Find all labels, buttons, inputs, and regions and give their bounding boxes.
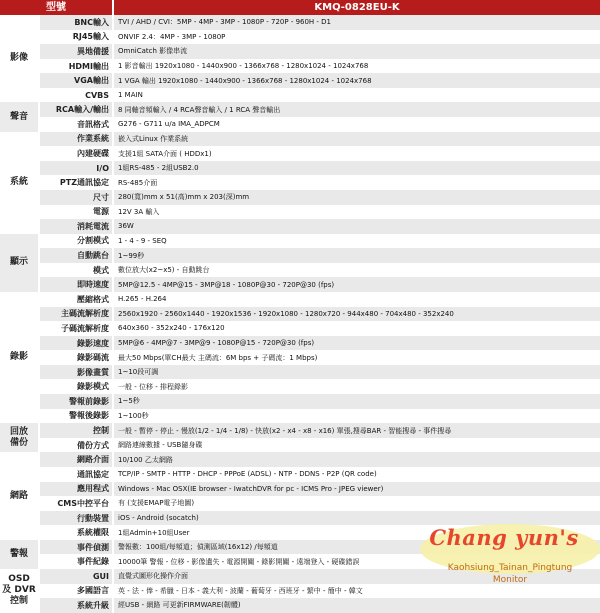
spec-row-value: TCP/IP - SMTP - HTTP - DHCP - PPPoE (ADSL) - NTP - DDNS - P2P (QR code) bbox=[118, 470, 377, 479]
watermark-location: Kaohsiung_Tainan_Pingtung bbox=[447, 563, 573, 573]
spec-row-label: 壓縮格式 bbox=[77, 294, 109, 304]
spec-row-value: 經USB - 網路 可更新FIRMWARE(韌體) bbox=[114, 598, 600, 613]
spec-row-label: 錄影速度 bbox=[40, 336, 112, 351]
spec-row-label: 子碼流解析度 bbox=[61, 323, 109, 333]
spec-row-label: 警報前錄影 bbox=[40, 394, 112, 409]
spec-row-value: 直覺式圖形化操作介面 bbox=[114, 569, 600, 584]
spec-row-value: 1組RS-485 - 2組USB2.0 bbox=[114, 161, 600, 176]
spec-row-label: 備份方式 bbox=[77, 440, 109, 450]
category-label: 警報 bbox=[0, 540, 38, 569]
spec-row-value: 1 影音輸出 1920x1080 - 1440x900 - 1366x768 - 1280x1024 - 1024x768 bbox=[118, 62, 369, 71]
spec-row-label: 尺寸 bbox=[40, 190, 112, 205]
model-header-label: 型號 bbox=[0, 0, 112, 15]
spec-row-value: 10/100 乙太網路 bbox=[114, 452, 600, 467]
spec-row-value: 1 MAIN bbox=[118, 91, 143, 100]
spec-row-value: 支援1組 SATA介面 ( HDDx1) bbox=[118, 149, 212, 158]
spec-row-value: TVI / AHD / CVI：5MP - 4MP - 3MP - 1080P - 720P - 960H - D1 bbox=[114, 15, 600, 30]
spec-row-value: 280(寬)mm x 51(高)mm x 203(深)mm bbox=[114, 190, 600, 205]
spec-row-label: 消耗電流 bbox=[40, 219, 112, 234]
category-label: 錄影 bbox=[9, 352, 28, 363]
spec-row-label: 分割模式 bbox=[77, 236, 109, 246]
spec-row-value: 一般 - 位移 - 排程錄影 bbox=[118, 382, 188, 391]
spec-row-value: 有 (支援EMAP電子地圖) bbox=[118, 499, 195, 508]
spec-row-label: 通訊協定 bbox=[77, 469, 109, 479]
spec-row-value: 2560x1920 - 2560x1440 - 1920x1536 - 1920x1080 - 1280x720 - 944x480 - 704x480 - 352x240 bbox=[114, 307, 600, 322]
spec-row-value: 一般 - 暫停 - 停止 - 慢放(1/2 - 1/4 - 1/8) - 快放(x2 - x4 - x8 - x16) 單張,搜尋BAR - 智能搜尋 - 事件搜尋 bbox=[114, 423, 600, 438]
spec-row-label: 應用程式 bbox=[40, 482, 112, 497]
spec-row-value: 警報數：100組/每頻道；偵測區域(16x12) /每頻道 bbox=[114, 540, 600, 555]
spec-row-value: 1~99秒 bbox=[114, 248, 600, 263]
spec-row-value: 1~5秒 bbox=[114, 394, 600, 409]
spec-row-label: 電源 bbox=[93, 207, 109, 217]
spec-row-value: Windows - Mac OSX(IE browser - IwatchDVR for pc - ICMS Pro - JPEG viewer) bbox=[114, 482, 600, 497]
spec-row-label: RJ45輸入 bbox=[72, 32, 109, 42]
spec-row-value: 最大50 Mbps(單CH最大 主碼流：6M bps + 子碼流：1 Mbps) bbox=[118, 353, 318, 362]
spec-row-label: 異地備援 bbox=[40, 44, 112, 59]
spec-row-value: 36W bbox=[114, 219, 600, 234]
spec-row-label: CMS中控平台 bbox=[57, 498, 109, 508]
spec-row-label: 事件偵測 bbox=[40, 540, 112, 555]
spec-row-value: 1 VGA 輸出 1920x1080 - 1440x900 - 1366x768 - 1280x1024 - 1024x768 bbox=[114, 73, 600, 88]
spec-row-value: 1~100秒 bbox=[118, 411, 149, 420]
spec-row-label: 警報後錄影 bbox=[69, 411, 109, 421]
spec-row-label: 控制 bbox=[40, 423, 112, 438]
spec-row-label: 作業系統 bbox=[40, 132, 112, 147]
spec-row-value: 5MP@12.5 - 4MP@15 - 3MP@18 - 1080P@30 - 720P@30 (fps) bbox=[114, 277, 600, 292]
watermark-logo bbox=[400, 520, 600, 600]
spec-row-label: PTZ通訊協定 bbox=[59, 178, 109, 188]
watermark-title: Chang yun's bbox=[429, 525, 579, 550]
spec-row-label: 錄影模式 bbox=[77, 382, 109, 392]
category-label: 顯示 bbox=[0, 234, 38, 292]
spec-row-label: 多國語言 bbox=[77, 586, 109, 596]
spec-row-value: 1組Admin+10組User bbox=[118, 528, 190, 537]
model-header-value: KMQ-0828EU-K bbox=[114, 0, 600, 15]
spec-row-value: 10000筆 警報 - 位移 - 影像遺失 - 電源開關 - 錄影開關 - 遠端登入 - 硬碟錯誤 bbox=[118, 557, 360, 566]
spec-row-label: 網路介面 bbox=[40, 452, 112, 467]
spec-row-label: BNC輸入 bbox=[40, 15, 112, 30]
spec-row-value: 640x360 - 352x240 - 176x120 bbox=[118, 324, 225, 333]
spec-row-label: 即時速度 bbox=[40, 277, 112, 292]
watermark-subtitle: Monitor bbox=[492, 575, 528, 585]
category-label: 回放 備份 bbox=[0, 423, 38, 452]
category-label: OSD 及 DVR 控制 bbox=[2, 574, 36, 607]
spec-row-value: G276 - G711 u/a IMA_ADPCM bbox=[118, 120, 220, 129]
category-label: 網路 bbox=[9, 490, 28, 501]
spec-row-label: 系統升級 bbox=[40, 598, 112, 613]
category-label: 系統 bbox=[9, 177, 28, 188]
spec-row-value: 1~10段可調 bbox=[114, 365, 600, 380]
spec-row-label: GUI bbox=[40, 569, 112, 584]
spec-row-value: 12V 3A 輸入 bbox=[118, 207, 160, 216]
spec-row-value: 網路連線數據 - USB隨身碟 bbox=[118, 441, 203, 450]
spec-row-value: OmniCatch 影像串流 bbox=[114, 44, 600, 59]
spec-row-label: 主碼流解析度 bbox=[40, 307, 112, 322]
spec-row-label: 行動裝置 bbox=[40, 511, 112, 526]
spec-row-label: VGA輸出 bbox=[40, 73, 112, 88]
category-label: 聲音 bbox=[0, 102, 38, 131]
spec-row-label: 影像畫質 bbox=[40, 365, 112, 380]
spec-row-value: H.265 - H.264 bbox=[118, 295, 167, 304]
spec-row-value: 1 - 4 - 9 - SEQ bbox=[118, 236, 167, 245]
spec-row-label: RCA輸入/輸出 bbox=[40, 102, 112, 117]
spec-row-value: 嵌入式Linux 作業系統 bbox=[114, 132, 600, 147]
spec-row-label: 自動跳台 bbox=[40, 248, 112, 263]
spec-row-label: I/O bbox=[40, 161, 112, 176]
spec-row-value: RS-485介面 bbox=[118, 178, 158, 187]
spec-row-label: 模式 bbox=[93, 265, 109, 275]
spec-row-value: 8 同軸音頻輸入 / 4 RCA聲音輸入 / 1 RCA 聲音輸出 bbox=[114, 102, 600, 117]
spec-row-label: 錄影碼流 bbox=[77, 353, 109, 363]
spec-row-label: 內建硬碟 bbox=[77, 149, 109, 158]
spec-row-label: 音訊格式 bbox=[77, 119, 109, 129]
category-label: 影像 bbox=[9, 53, 28, 64]
spec-row-value: iOS - Android (socatch) bbox=[114, 511, 600, 526]
spec-row-label: CVBS bbox=[85, 90, 109, 100]
spec-row-value: 數位放大(x2~x5) - 自動跳台 bbox=[118, 266, 210, 275]
spec-row-label: HDMI輸出 bbox=[68, 61, 109, 71]
spec-row-value: 英 - 法 - 俸 - 希臘 - 日本 - 義大利 - 波蘭 - 葡萄牙 - 西班牙 - 繁中 - 簡中 - 韓文 bbox=[118, 586, 363, 595]
spec-row-label: 系統權限 bbox=[77, 528, 109, 538]
spec-row-label: 事件紀錄 bbox=[77, 557, 109, 567]
spec-row-value: 5MP@6 - 4MP@7 - 3MP@9 - 1080P@15 - 720P@30 (fps) bbox=[114, 336, 600, 351]
spec-row-value: ONVIF 2.4：4MP - 3MP - 1080P bbox=[118, 32, 226, 41]
